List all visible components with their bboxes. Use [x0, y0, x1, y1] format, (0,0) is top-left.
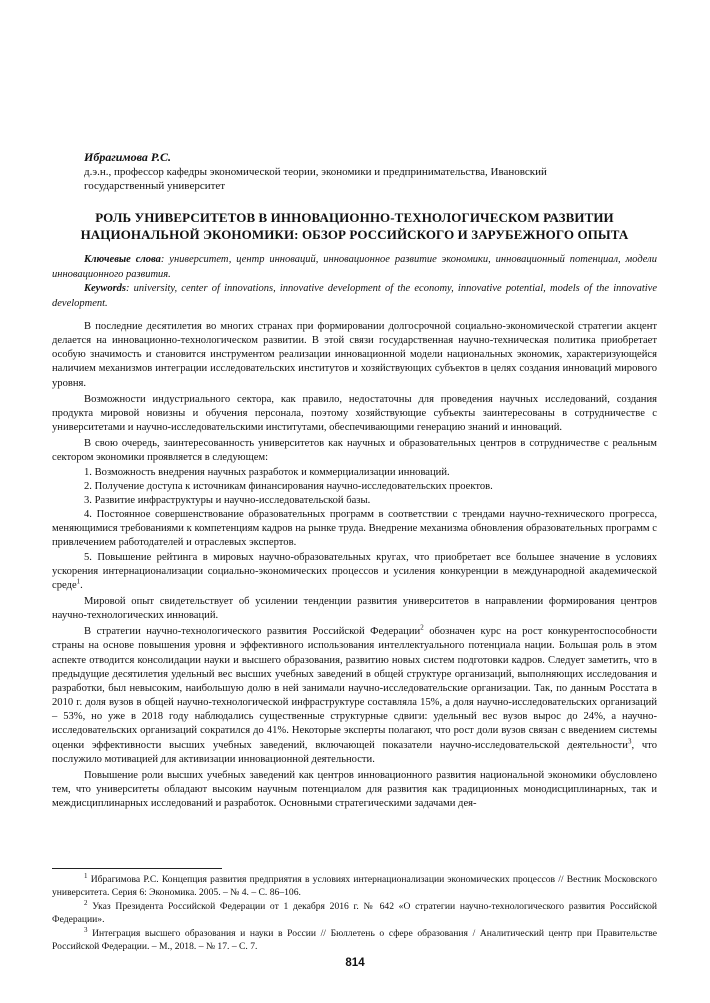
list-item-2: 2. Получение доступа к источникам финансирования научно-исследовательских проектов.	[84, 480, 493, 492]
article-title	[52, 209, 657, 243]
list-item-4: 4. Постоянное совершенствование образовательных программ в соответствии с трендами научно-технического прогресса, меняющимися требованиями к компетенциям кадров на рынке труда. Внедрение механизма обновления образовательных программ с привлечением работодателей и отраслевых экспертов.	[52, 509, 657, 549]
footnote-3-num: 3	[84, 926, 88, 935]
footnote-ref-3: 3	[627, 737, 632, 745]
author-affiliation: д.э.н., профессор кафедры экономической теории, экономики и предпринимательства, Ивановский государственный университет	[84, 166, 547, 192]
footnote-2	[52, 901, 657, 926]
footnote-divider	[52, 868, 222, 869]
list-item-5-end: .	[80, 579, 83, 591]
footnote-3	[52, 928, 657, 953]
title-line-1: РОЛЬ УНИВЕРСИТЕТОВ В ИННОВАЦИОННО-ТЕХНОЛОГИЧЕСКОМ РАЗВИТИИ	[95, 210, 614, 225]
paragraph-4: Мировой опыт свидетельствует об усилении тенденции развития университетов в направлении формирования центров научно-технологических инноваций.	[52, 595, 657, 622]
footnote-3-text: Интеграция высшего образования и науки в России // Бюллетень о сфере образования / Аналитический центр при Правительстве Российской Федерации. – М., 2018. – № 17. – С. 7.	[52, 928, 657, 952]
footnote-ref-2: 2	[420, 623, 424, 632]
footnote-ref-1: 1	[76, 577, 81, 586]
keywords-ru-text: : университет, центр инноваций, инновационное развитие экономики, инновационный потенциал, модели инновационного развития.	[52, 254, 658, 280]
paragraph-2: Возможности индустриального сектора, как правило, недостаточны для проведения научных исследований, создания продукта мировой новизны и обучения персонала, поэтому хозяйствующие субъекты заинтересованы в сотрудничестве с университетами и научно-исследовательскими институтами, обеспечивающими генерацию знаний и инноваций.	[52, 393, 657, 434]
list-item-1: 1. Возможность внедрения научных разработок и коммерциализации инноваций.	[84, 466, 450, 478]
keywords-en-label: Keywords	[84, 283, 126, 294]
paragraph-5-part-b: обозначен курс на рост конкурентоспособности страны на основе повышения уровня и эффективного использования интеллектуального потенциала нации. Большая роль в этом аспекте отводится консолидации науки и высшего образования, развитию новых систем подготовки кадров. Следует заметить, что в предыдущие десятилетия удельный вес высших учебных заведений в общей структуре организаций, выполняющих исследования и разработки, был невысоким, наибольшую долю в ней занимали научно-исследовательские организации. Так, по данным Росстата в 2010 г. доля вузов в общей научно-технологической инфраструктуре составляла 15%, а доля научно-исследовательских организаций – 53%, но уже в 2018 году наблюдались существенные структурные сдвиги: удельный вес вузов вырос до 24%, а научно-исследовательских организаций сократился до 41%. Некоторые эксперты полагают, что рост доли вузов связан с введением системы оценки эффективности высших учебных заведений, включающей показатели научно-исследовательской деятельности	[52, 626, 657, 751]
keywords-ru-label: Ключевые слова	[84, 254, 161, 265]
paragraph-5-part-a: В стратегии научно-технологического развития Российской Федерации	[84, 626, 421, 638]
keywords-ru	[52, 253, 657, 282]
list-item-3: 3. Развитие инфраструктуры и научно-исследовательской базы.	[84, 494, 371, 506]
paragraph-6: Повышение роли высших учебных заведений как центров инновационного развития национальной экономики обусловлено тем, что университеты обладают высоким научным потенциалом для развития как традиционных монодисциплинарных, так и междисциплинарных исследований и разработок. Основными стратегическими задачами дея-	[52, 769, 657, 810]
list-item-5-text: 5. Повышение рейтинга в мировых научно-образовательных кругах, что приобретает все большее значение в условиях ускорения интернационализации социально-экономических процессов и усиления конкуренции в международной академической среде	[52, 551, 657, 591]
paragraph-5-part-c: , что послужило мотивацией для активизации инновационной деятельности.	[52, 739, 657, 765]
article-body	[52, 320, 657, 811]
paragraph-1: В последние десятилетия во многих странах при формировании долгосрочной социально-экономической стратегии акцент делается на инновационно-технологическом развитии. В этой связи государственная научно-техническая политика приобретает особую значимость и становится инструментом реализации инновационной модели национальных экономик, характеризующейся наличием механизмов интеграции исследовательских институтов и хозяйствующих субъектов в целях создания инноваций мирового уровня.	[52, 321, 657, 389]
list-item-5	[52, 551, 657, 593]
footnotes	[52, 871, 657, 956]
paragraph-3: В свою очередь, заинтересованность университетов как научных и образовательных центров в сотрудничестве с реальным сектором экономики проявляется в следующем:	[52, 438, 657, 464]
footnote-2-text: Указ Президента Российской Федерации от 1 декабря 2016 г. № 642 «О стратегии научно-технологического развития Российской Федерации».	[52, 901, 657, 925]
footnote-2-num: 2	[84, 899, 88, 907]
paragraph-5	[52, 625, 657, 767]
keywords-en-text: : university, center of innovations, innovative development of the economy, innovative potential, models of the innovative development.	[52, 283, 657, 309]
keywords-en	[52, 282, 657, 311]
footnote-1	[52, 871, 657, 899]
footnote-1-num: 1	[84, 871, 88, 880]
page-number: 814	[345, 957, 365, 969]
footnote-1-text: Ибрагимова Р.С. Концепция развития предприятия в условиях интернационализации экономических процессов // Вестник Московского университета. Серия 6: Экономика. 2005. – № 4. – С. 86–106.	[52, 874, 657, 898]
title-line-2: НАЦИОНАЛЬНОЙ ЭКОНОМИКИ: ОБЗОР РОССИЙСКОГО И ЗАРУБЕЖНОГО ОПЫТА	[80, 227, 629, 242]
author-name: Ибрагимова Р.С.	[84, 150, 172, 164]
